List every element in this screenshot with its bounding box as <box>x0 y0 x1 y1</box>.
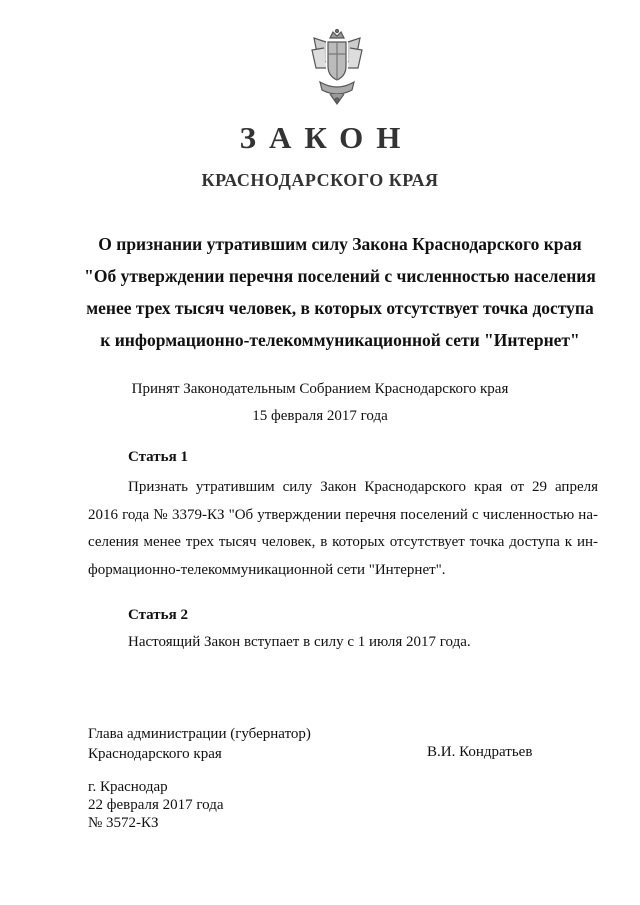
law-title: ЗАКОН <box>239 120 414 155</box>
issue-city: г. Краснодар <box>88 779 168 795</box>
issue-details <box>88 778 224 832</box>
signature-position-line: Глава администрации (губернатор) <box>88 726 311 742</box>
region-name: КРАСНОДАРСКОГО КРАЯ <box>201 170 439 190</box>
article-1-text <box>88 474 598 584</box>
adoption-body: Принят Законодательным Собранием Краснодарского края <box>131 381 509 397</box>
article-1-line: Признать утратившим силу Закон Краснодарского края от 29 апреля <box>128 479 598 495</box>
krasnodar-coat-of-arms-icon <box>308 28 366 108</box>
article-2-heading: Статья 2 <box>128 607 188 623</box>
law-heading <box>70 228 610 356</box>
article-1-line: 2016 года № 3379-КЗ "Об утверждении перечня поселений с численностью на- <box>88 506 598 523</box>
issue-date: 22 февраля 2017 года <box>88 797 224 813</box>
signature-position <box>88 724 311 764</box>
signatory-name: В.И. Кондратьев <box>427 744 533 760</box>
issue-number: № 3572-КЗ <box>88 815 159 831</box>
adoption-note <box>0 376 640 430</box>
heading-line: менее трех тысяч человек, в которых отсутствует точка доступа <box>86 298 594 318</box>
article-1-line: формационно-телекоммуникационной сети "Интернет". <box>88 561 446 578</box>
heading-line: О признании утратившим силу Закона Краснодарского края <box>98 234 582 254</box>
heading-line: к информационно-телекоммуникационной сети "Интернет" <box>100 330 580 350</box>
heading-line: "Об утверждении перечня поселений с численностью населения <box>84 266 596 286</box>
article-1-heading: Статья 1 <box>128 449 188 465</box>
signature-position-line: Краснодарского края <box>88 746 222 762</box>
article-2-text: Настоящий Закон вступает в силу с 1 июля 2017 года. <box>128 634 471 650</box>
adoption-date: 15 февраля 2017 года <box>252 408 388 424</box>
article-1-line: селения менее трех тысяч человек, в которых отсутствует точка доступа к ин- <box>88 534 598 550</box>
